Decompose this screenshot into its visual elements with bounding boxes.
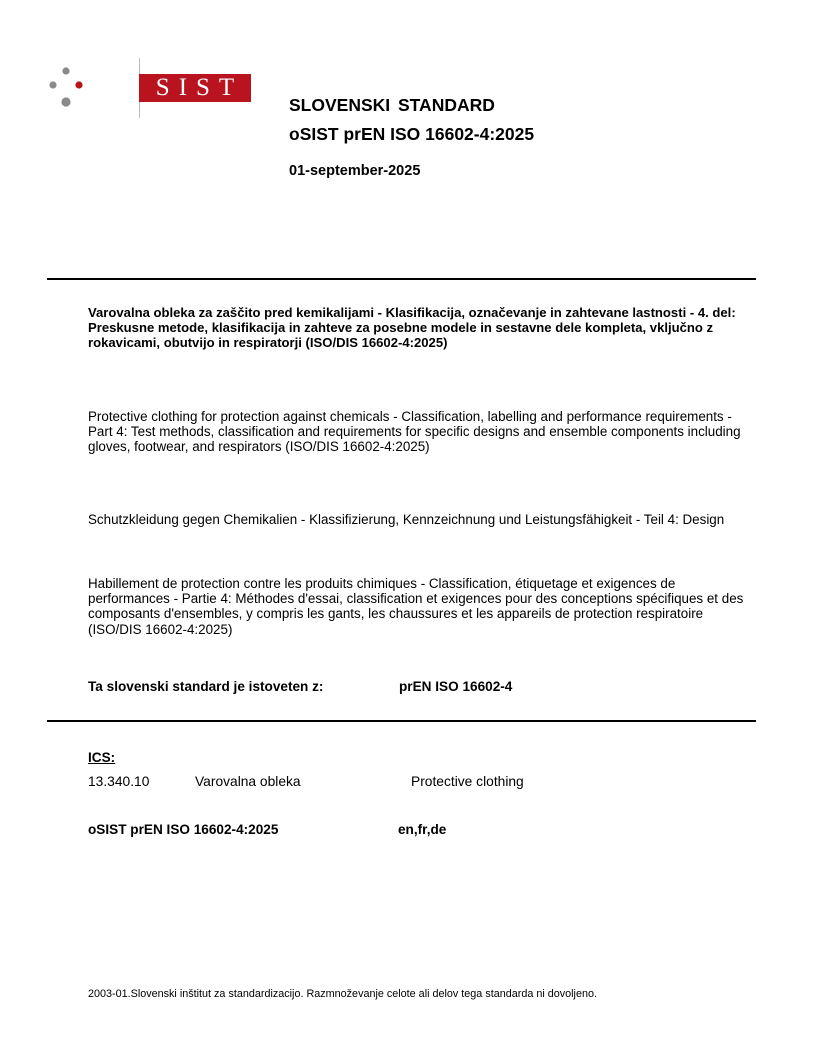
middle-divider <box>47 720 756 722</box>
document-languages: en,fr,de <box>398 822 447 837</box>
logo-dot-right-red <box>75 81 82 88</box>
logo-dots-icon <box>46 58 86 118</box>
standard-code-title: oSIST prEN ISO 16602-4:2025 <box>289 124 535 144</box>
logo-text: SIST <box>155 74 244 101</box>
title-slovenian: Varovalna obleka za zaščito pred kemikalijami - Klasifikacija, označevanje in zahtevane lastnosti - 4. del: Preskusne metode, klasifikacija in zahteve za posebne modele in sestavne dele kompleta, vključno z rokavicami, obutvijo in respiratorji (ISO/DIS 16602-4:2025) <box>88 305 736 351</box>
ics-description-english: Protective clothing <box>411 774 524 789</box>
copyright-notice: 2003-01.Slovenski inštitut za standardizacijo. Razmnoževanje celote ali delov tega standarda ni dovoljeno. <box>88 988 597 1000</box>
publication-date: 01-september-2025 <box>289 163 421 179</box>
standard-type-title: SLOVENSKI STANDARD <box>289 95 495 115</box>
title-french: Habillement de protection contre les produits chimiques - Classification, étiquetage et exigences de performances - Partie 4: Méthodes d'essai, classification et exigences pour des conceptions spécifiques et des composants d'ensembles, y compris les gants, les chaussures et les appareils de protection respiratoire (ISO/DIS 16602-4:2025) <box>88 576 744 637</box>
ics-label: ICS: <box>88 750 116 765</box>
sist-logo <box>46 58 244 118</box>
document-code: oSIST prEN ISO 16602-4:2025 <box>88 822 279 837</box>
ics-description-slovenian: Varovalna obleka <box>195 774 301 789</box>
title-german: Schutzkleidung gegen Chemikalien - Klassifizierung, Kennzeichnung und Leistungsfähigkeit - Teil 4: Design <box>88 512 725 527</box>
logo-dot-left <box>49 81 56 88</box>
top-divider <box>47 278 756 280</box>
logo-dot-top <box>62 67 69 74</box>
ics-code: 13.340.10 <box>88 774 150 789</box>
title-english: Protective clothing for protection against chemicals - Classification, labelling and performance requirements - Part 4: Test methods, classification and requirements for specific designs and ensemble components including gloves, footwear, and respirators (ISO/DIS 16602-4:2025) <box>88 409 741 455</box>
identity-label: Ta slovenski standard je istoveten z: <box>88 679 324 694</box>
identity-value: prEN ISO 16602-4 <box>399 679 513 694</box>
logo-dot-bottom <box>61 97 70 106</box>
